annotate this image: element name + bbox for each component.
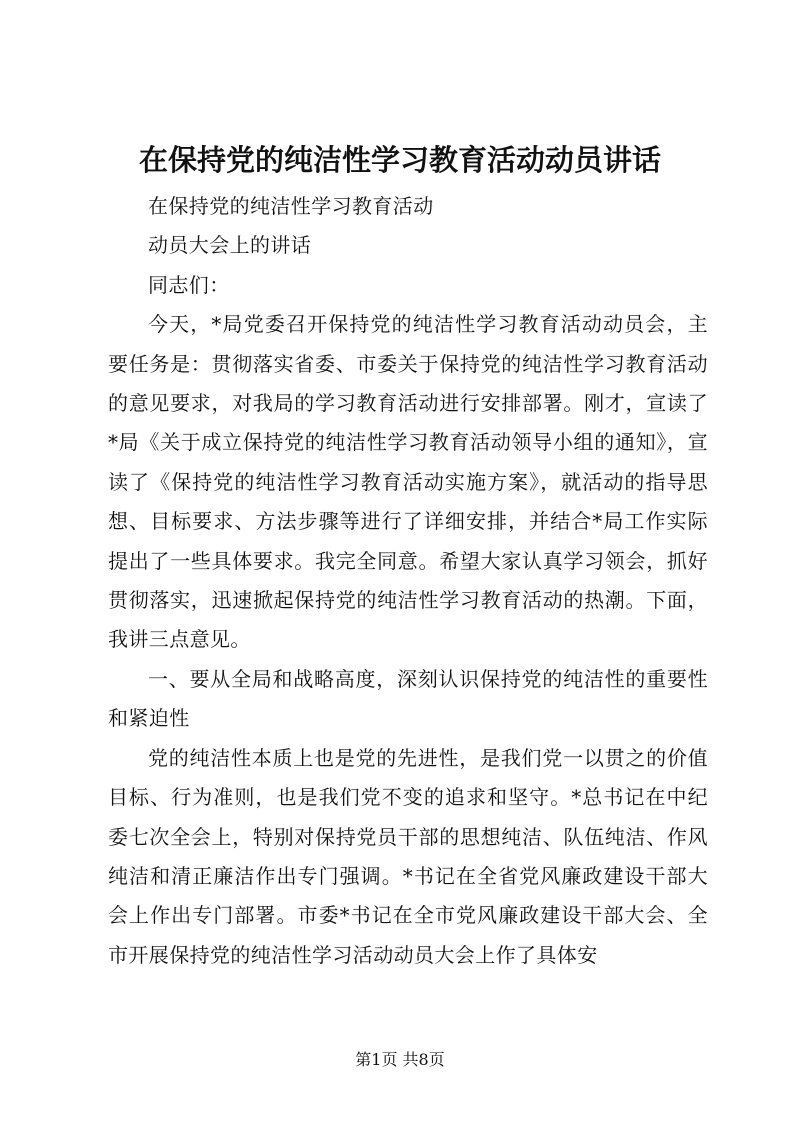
paragraph-intro: 今天，*局党委召开保持党的纯洁性学习教育活动动员会，主要任务是：贯彻落实省委、市委关于保持党的纯洁性学习教育活动的意见要求，对我局的学习教育活动进行安排部署。刚才，宣读了*局《关于成立保持党的纯洁性学习教育活动领导小组的通知》，宣读了《保持党的纯洁性学习教育活动实施方案》，就活动的指导思想、目标要求、方法步骤等进行了详细安排，并结合*局工作实际提出了一些具体要求。我完全同意。希望大家认真学习领会，抓好贯彻落实，迅速掀起保持党的纯洁性学习教育活动的热潮。下面，我讲三点意见。 [108,312,708,652]
paragraph-salutation: 同志们： [148,272,230,297]
paragraph-section-heading: 一、要从全局和战略高度，深刻认识保持党的纯洁性的重要性和紧迫性 [108,666,708,731]
document-body [108,187,708,975]
paragraph-heading-line-1: 在保持党的纯洁性学习教育活动 [148,194,434,218]
page-number-footer: 第1页 共8页 [355,1050,445,1069]
document-title: 在保持党的纯洁性学习教育活动动员讲话 [138,143,661,177]
paragraph-heading-line-2: 动员大会上的讲话 [148,233,312,258]
paragraph-body: 党的纯洁性本质上也是党的先进性，是我们党一以贯之的价值目标、行为准则，也是我们党不变的追求和坚守。*总书记在中纪委七次全会上，特别对保持党员干部的思想纯洁、队伍纯洁、作风纯洁和清正廉洁作出专门强调。*书记在全省党风廉政建设干部大会上作出专门部署。市委*书记在全市党风廉政建设干部大会、全市开展保持党的纯洁性学习活动动员大会上作了具体安 [108,745,708,967]
